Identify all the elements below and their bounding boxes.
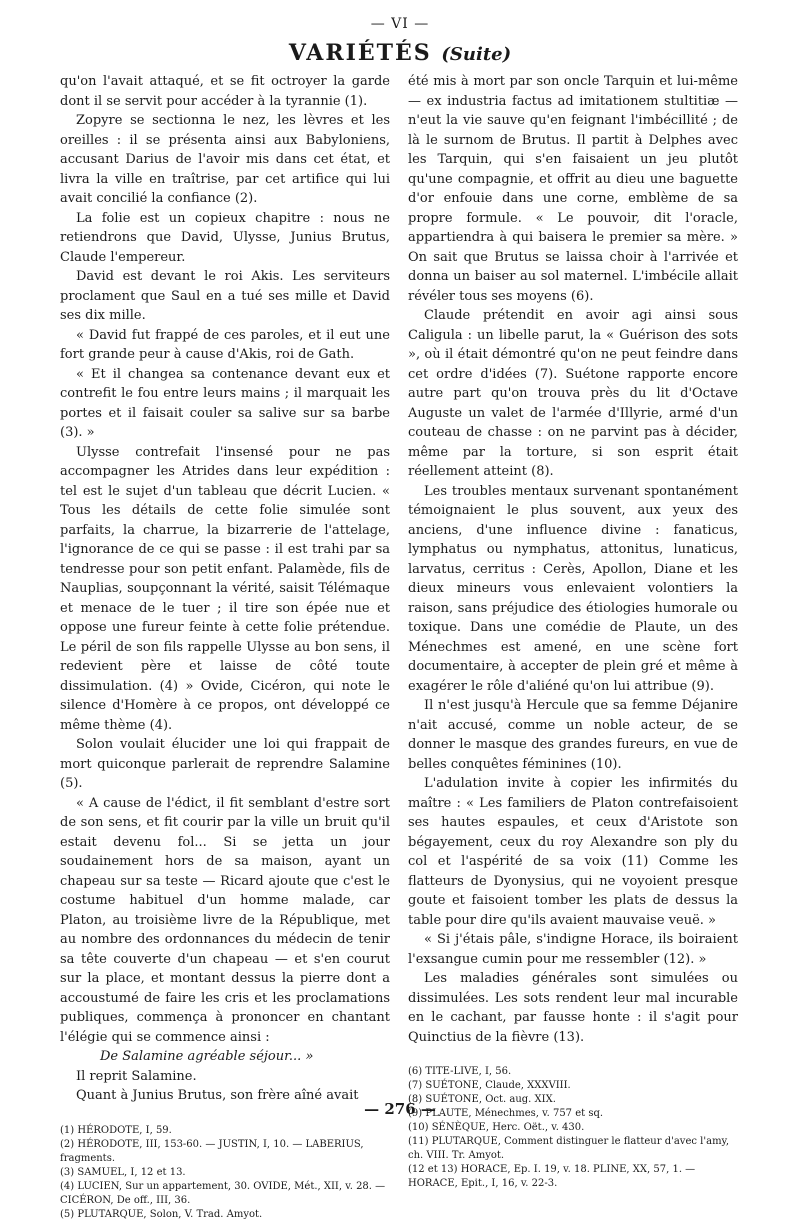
paragraph: La folie est un copieux chapitre : nous ne retiendrons que David, Ulysse, Junius Brutus, Claude l'empereur. xyxy=(60,210,390,265)
verse-line: De Salamine agréable séjour... » xyxy=(100,1049,314,1064)
paragraph: « Si j'étais pâle, s'indigne Horace, ils boiraient l'exsangue cumin pour me ressembler (12). » xyxy=(408,932,738,967)
paragraph: « A cause de l'édict, il fit semblant d'estre sort de son sens, et fit courir par la ville un bruit qu'il estait devenu fol... Si se jetta un jour soudainement hors de sa maison, ayant un chapeau sur sa teste — Ricard ajoute que c'est le costume habituel d'un homme malade, car Platon, au troisième livre de la République, met au nombre des ordonnances du médecin de tenir sa tête couverte d'un chapeau — et s'en courut sur la place, et montant dessus la pierre dont a accoustumé de faire les cris et les proclamations publiques, commença à prononcer en chantant l'élégie qui se commence ainsi : xyxy=(60,795,390,1045)
footnote: (10) SÉNÈQUE, Herc. Oët., v. 430. xyxy=(408,1122,585,1133)
footnote: (7) SUÉTONE, Claude, XXXVIII. xyxy=(408,1080,571,1091)
footnote: (5) PLUTARQUE, Solon, V. Trad. Amyot. xyxy=(60,1208,263,1220)
footnote: (11) PLUTARQUE, Comment distinguer le flatteur d'avec l'amy, ch. VIII. Tr. Amyot. xyxy=(408,1136,730,1161)
paragraph: Quant à Junius Brutus, son frère aîné avait xyxy=(76,1088,359,1103)
paragraph: L'adulation invite à copier les infirmités du maître : « Les familiers de Platon contrefaisoient ses hautes espaules, et ceux d'Aristote son bégayement, ceux du roy Alexandre son ply du col et l'aspérité de sa voix (11) Comme les flatteurs de Dyonysius, qui ne voyoient presque goute et faisoient tomber les plats de dessus la table pour dire qu'ils avaient mauvaise veuë. » xyxy=(408,776,738,928)
paragraph: « David fut frappé de ces paroles, et il eut une fort grande peur à cause d'Akis, roi de Gath. xyxy=(60,327,390,362)
footnote: (8) SUÉTONE, Oct. aug. XIX. xyxy=(408,1094,556,1105)
page-roman-numeral: — VI — xyxy=(370,16,430,32)
page-number: — 276 — xyxy=(364,1100,436,1118)
paragraph: Il reprit Salamine. xyxy=(76,1068,197,1084)
paragraph: Solon voulait élucider une loi qui frappait de mort quiconque parlerait de reprendre Salamine (5). xyxy=(60,737,390,791)
paragraph: Les maladies générales sont simulées ou dissimulées. Les sots rendent leur mal incurable en le cachant, par fausse honte : il s'agit pour Quinctius de la fièvre (13). xyxy=(408,971,738,1045)
paragraph: David est devant le roi Akis. Les serviteurs proclament que Saul en a tué ses mille et David ses dix mille. xyxy=(60,269,390,323)
paragraph: Zopyre se sectionna le nez, les lèvres et les oreilles : il se présenta ainsi aux Babyloniens, accusant Darius de l'avoir mis dans cet état, et livra la ville en traîtrise, par cet artifice qui lui avait concilié la confiance (2). xyxy=(60,113,390,206)
footnote: (3) SAMUEL, I, 12 et 13. xyxy=(60,1166,186,1178)
footnotes-left xyxy=(60,1124,390,1222)
footnote: (9) PLAUTE, Ménechmes, v. 757 et sq. xyxy=(408,1108,604,1119)
paragraph: qu'on l'avait attaqué, et se fit octroyer la garde dont il se servit pour accéder à la tyrannie (1). xyxy=(60,74,390,109)
paragraph: Il n'est jusqu'à Hercule que sa femme Déjanire n'ait accusé, comme un noble acteur, de se donner le masque des grandes fureurs, en vue de belles conquêtes féminines (10). xyxy=(408,698,738,772)
footnote: (2) HÉRODOTE, III, 153-60. — JUSTIN, I, 10. — LABERIUS, fragments. xyxy=(60,1138,364,1164)
paragraph: Les troubles mentaux survenant spontanément témoignaient le plus souvent, aux yeux des anciens, d'une influence divine : fanaticus, lymphatus ou nymphatus, attonitus, lunaticus, larvatus, cerritus : Cerès, Apollon, Diane et les dieux mineurs vous enlevaient volontiers la raison, sans préjudice des étiologies humorale ou toxique. Dans une comédie de Plaute, un des Ménechmes est amené, en une scène fort documentaire, à accepter de plein gré et même à exagérer le rôle d'aliéné qu'on lui attribue (9). xyxy=(408,483,738,694)
article-title-suffix: (Suite) xyxy=(441,44,512,65)
paragraph: « Et il changea sa contenance devant eux et contrefit le fou entre leurs mains ; il marquait les portes et il faisait couler sa salive sur sa barbe (3). » xyxy=(60,366,390,440)
paragraph: été mis à mort par son oncle Tarquin et lui-même — ex industria factus ad imitationem stultitiæ — n'eut la vie sauve qu'en feignant l'imbécillité ; de là le surnom de Brutus. Il partit à Delphes avec les Tarquin, qui s'en faisaient un jeu plutôt qu'une compagnie, et offrit au dieu une baguette d'or enfouie dans une corne, emblème de sa propre formule. « Le pouvoir, dit l'oracle, appartiendra à qui baisera le premier sa mère. » On sait que Brutus se laissa choir à l'arrivée et donna un baiser au sol maternel. L'imbécile allait révéler tous ses moyens (6). xyxy=(408,74,738,304)
right-column xyxy=(408,72,738,1191)
footnotes-right xyxy=(408,1065,738,1191)
paragraph: Ulysse contrefait l'insensé pour ne pas accompagner les Atrides dans leur expédition : tel est le sujet d'un tableau que décrit Lucien. « Tous les détails de cette folie simulée sont parfaits, la charrue, la bizarrerie de l'attelage, l'ignorance de ce qui se passe : il est trahi par sa tendresse pour son petit enfant. Palamède, fils de Nauplias, soupçonnant la vérité, saisit Télémaque et menace de le tuer ; il tire son épée nue et oppose une fureur feinte à cette folie prétendue. Le péril de son fils rappelle Ulysse au bon sens, il redevient père et laisse de côté toute dissimulation. (4) » Ovide, Cicéron, qui note le silence d'Homère à ce propos, ont développé ce même thème (4). xyxy=(60,444,390,733)
paragraph: Claude prétendit en avoir agi ainsi sous Caligula : un libelle parut, la « Guérison des sots », où il était démontré qu'on ne peut feindre dans cet ordre d'idées (7). Suétone rapporte encore autre part qu'on trouva près du lit d'Octave Auguste un valet de l'armée d'Illyrie, armé d'un couteau de chasse : on ne parvint pas à décider, même par la torture, si son esprit était réellement atteint (8). xyxy=(408,308,738,479)
left-column xyxy=(60,72,390,1222)
footnote: (4) LUCIEN, Sur un appartement, 30. OVIDE, Mét., XII, v. 28. — CICÉRON, De off., III, 36. xyxy=(60,1180,386,1206)
footnote: (1) HÉRODOTE, I, 59. xyxy=(60,1124,172,1136)
article-title-text: VARIÉTÉS xyxy=(288,40,432,66)
footnote: (6) TITE-LIVE, I, 56. xyxy=(408,1066,512,1077)
article-title xyxy=(0,40,800,66)
footnote: (12 et 13) HORACE, Ep. I. 19, v. 18. PLINE, XX, 57, 1. — HORACE, Epit., I, 16, v. 22-3. xyxy=(408,1164,696,1189)
